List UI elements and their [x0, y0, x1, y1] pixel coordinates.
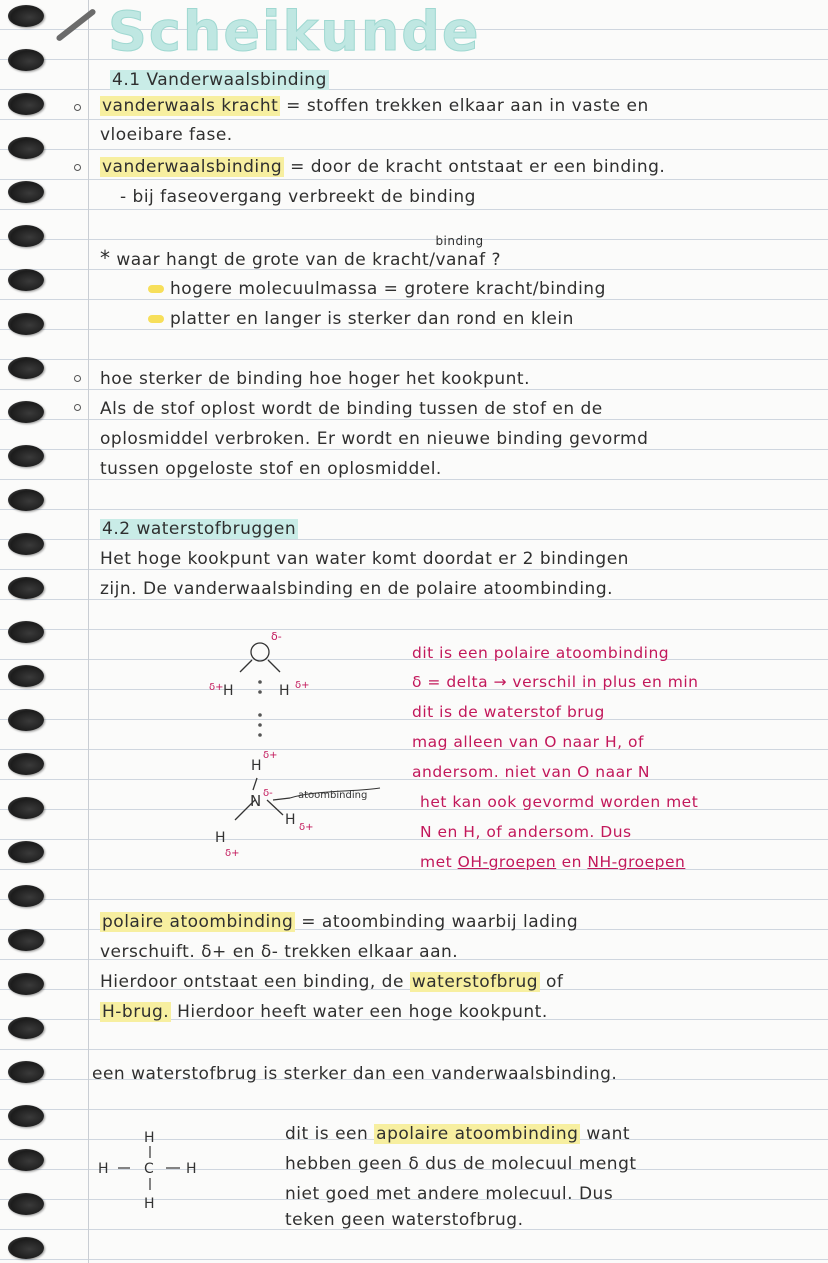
binder-hole	[8, 929, 44, 951]
superscript-note: binding	[435, 234, 484, 248]
definition-vanderwaalsbinding	[100, 157, 665, 177]
paragraph-line	[285, 1124, 630, 1144]
binder-hole	[8, 181, 44, 203]
bullet	[74, 375, 81, 382]
answer-item	[148, 279, 606, 299]
hydrogen-label: H	[215, 830, 226, 846]
hydrogen-label: H	[144, 1130, 155, 1146]
heading-text: 4.2 waterstofbruggen	[102, 519, 297, 539]
comparison-line: een waterstofbrug is sterker dan een vanderwaalsbinding.	[92, 1064, 618, 1084]
binder-hole	[8, 885, 44, 907]
binder-holes	[0, 0, 60, 1263]
paragraph-line: hoe sterker de binding hoe hoger het kookpunt.	[100, 369, 530, 389]
binder-hole	[8, 753, 44, 775]
pencil-mark	[55, 8, 97, 42]
question-end: vanaf ?	[435, 250, 502, 270]
note-line: dit is een polaire atoombinding	[412, 644, 670, 662]
definition-text: = stoffen trekken elkaar aan in vaste en	[280, 96, 649, 116]
delta-plus: δ+	[299, 822, 314, 833]
delta-plus: δ+	[209, 682, 224, 693]
binder-hole	[8, 709, 44, 731]
text: of	[540, 972, 564, 992]
definition-text: = door de kracht ontstaat er een binding.	[284, 157, 666, 177]
note-text: met	[420, 853, 458, 871]
binder-hole	[8, 797, 44, 819]
highlighted-term: waterstofbrug	[411, 972, 539, 992]
note-line: δ = delta → verschil in plus en min	[412, 673, 699, 691]
text: Hierdoor ontstaat een binding, de	[100, 972, 410, 992]
answer-item	[148, 309, 574, 329]
binder-hole	[8, 973, 44, 995]
binder-hole	[8, 225, 44, 247]
delta-plus: δ+	[263, 750, 278, 761]
paragraph-line: Als de stof oplost wordt de binding tussen de stof en de	[100, 399, 603, 419]
term: vanderwaals kracht	[102, 96, 279, 116]
question-text: waar hangt de grote van de kracht/	[116, 250, 436, 270]
note-line: dit is de waterstof brug	[412, 703, 605, 721]
hydrogen-label: H	[285, 812, 296, 828]
hydrogen-label: H	[223, 683, 234, 699]
hydrogen-label: H	[186, 1161, 197, 1177]
note-text: OH-groepen	[457, 853, 557, 871]
note-line: andersom. niet van O naar N	[412, 763, 651, 781]
note-line: N en H, of andersom. Dus	[420, 823, 632, 841]
definition-vanderwaals-kracht	[100, 96, 649, 116]
delta-plus: δ+	[225, 848, 240, 859]
bond-line	[273, 798, 290, 800]
page-title: Scheikunde	[108, 0, 481, 63]
binder-hole	[8, 137, 44, 159]
note-line: mag alleen van O naar H, of	[412, 733, 644, 751]
text: dit is een	[285, 1124, 375, 1144]
bullet	[74, 404, 81, 411]
binder-hole	[8, 269, 44, 291]
term: vanderwaalsbinding	[102, 157, 283, 177]
paragraph-line: verschuift. δ+ en δ- trekken elkaar aan.	[100, 942, 459, 962]
note-line: het kan ook gevormd worden met	[420, 793, 699, 811]
binder-hole	[8, 1149, 44, 1171]
binder-hole	[8, 621, 44, 643]
definition-continuation: vloeibare fase.	[100, 125, 233, 145]
definition-text: = atoombinding waarbij lading	[295, 912, 579, 932]
hydrogen-label: H	[98, 1161, 109, 1177]
section-heading-4-2	[100, 519, 298, 539]
carbon-label: C	[144, 1161, 154, 1177]
star-icon: *	[100, 246, 111, 270]
binder-hole	[8, 93, 44, 115]
binder-hole	[8, 357, 44, 379]
delta-minus: δ-	[271, 630, 282, 643]
yellow-dash-icon	[148, 285, 164, 293]
bond-line	[268, 660, 280, 672]
binder-hole	[8, 841, 44, 863]
yellow-dash-icon	[148, 315, 164, 323]
bond-line	[267, 800, 283, 815]
hydrogen-label: H	[279, 683, 290, 699]
binder-hole	[8, 401, 44, 423]
question-line	[100, 234, 502, 270]
paragraph-line: oplosmiddel verbroken. Er wordt en nieuwe binding gevormd	[100, 429, 649, 449]
answer-text: hogere molecuulmassa = grotere kracht/binding	[170, 279, 606, 299]
paragraph-line: zijn. De vanderwaalsbinding en de polaire atoombinding.	[100, 579, 614, 599]
paragraph-line: teken geen waterstofbrug.	[285, 1210, 524, 1230]
note-line	[420, 853, 685, 871]
binder-hole	[8, 1017, 44, 1039]
binder-hole	[8, 489, 44, 511]
hydrogen-label: H	[251, 758, 262, 774]
binder-hole	[8, 1105, 44, 1127]
binder-hole	[8, 1237, 44, 1259]
paragraph-line: hebben geen δ dus de molecuul mengt	[285, 1154, 637, 1174]
methane-diagram	[88, 1120, 228, 1220]
bond-line	[253, 778, 257, 790]
hydrogen-bond-diagram	[195, 620, 405, 870]
nitrogen-label: N	[250, 792, 262, 810]
text: Hierdoor heeft water een hoge kookpunt.	[171, 1002, 548, 1022]
highlighted-term: H-brug.	[102, 1002, 170, 1022]
binder-hole	[8, 1193, 44, 1215]
bond-annotation: atoombinding	[298, 790, 368, 801]
bullet	[74, 104, 81, 111]
highlighted-term: apolaire atoombinding	[376, 1124, 579, 1144]
margin-line	[88, 0, 89, 1263]
binder-hole	[8, 313, 44, 335]
oxygen-atom-ring	[251, 643, 269, 661]
binder-hole	[8, 577, 44, 599]
section-heading-4-1	[110, 70, 329, 90]
binder-hole	[8, 1061, 44, 1083]
bullet	[74, 164, 81, 171]
term: polaire atoombinding	[102, 912, 294, 932]
paragraph-line	[100, 1002, 548, 1022]
paragraph-line: tussen opgeloste stof en oplosmiddel.	[100, 459, 442, 479]
bond-line	[240, 660, 252, 672]
binder-hole	[8, 665, 44, 687]
note-text: en	[556, 853, 588, 871]
delta-minus: δ-	[263, 788, 273, 799]
paragraph-line	[100, 972, 563, 992]
binder-hole	[8, 445, 44, 467]
binder-hole	[8, 533, 44, 555]
sub-point: - bij faseovergang verbreekt de binding	[120, 187, 476, 207]
note-text: NH-groepen	[587, 853, 686, 871]
definition-polaire-atoombinding	[100, 912, 578, 932]
answer-text: platter en langer is sterker dan rond en klein	[170, 309, 574, 329]
paragraph-line: niet goed met andere molecuul. Dus	[285, 1184, 614, 1204]
paragraph-line: Het hoge kookpunt van water komt doordat er 2 bindingen	[100, 549, 629, 569]
binder-hole	[8, 5, 44, 27]
hydrogen-label: H	[144, 1196, 155, 1212]
delta-plus: δ+	[295, 680, 310, 691]
heading-text: 4.1 Vanderwaalsbinding	[112, 70, 327, 90]
binder-hole	[8, 49, 44, 71]
text: want	[580, 1124, 631, 1144]
